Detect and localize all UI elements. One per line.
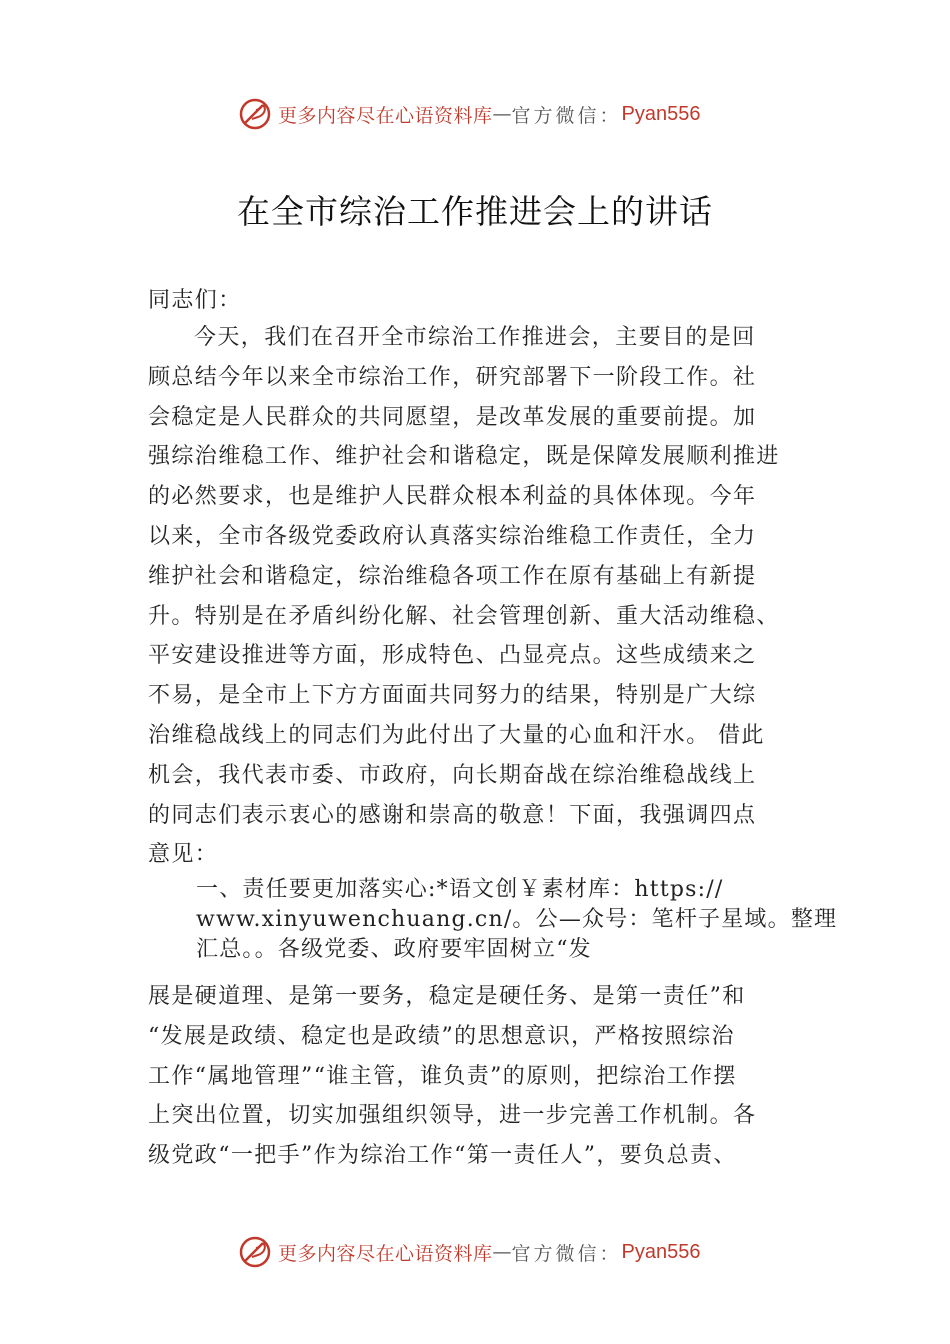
watermark-banner-bottom xyxy=(238,1234,738,1270)
paragraph-line: 的同志们表示衷心的感谢和崇高的敬意！下面，我强调四点 xyxy=(148,802,757,828)
item-1-heading xyxy=(196,875,856,965)
paragraph-line: 机会，我代表市委、市政府，向长期奋战在综治维稳战线上 xyxy=(148,762,757,788)
paragraph-line: “发展是政绩、稳定也是政绩”的思想意识，严格按照综治 xyxy=(148,1023,735,1049)
watermark-id: Pyan556 xyxy=(621,1240,701,1263)
paragraph-line: 的必然要求，也是维护人民群众根本利益的具体体现。今年 xyxy=(148,484,757,510)
paragraph-line: 意见： xyxy=(148,842,219,868)
paragraph-line: 会稳定是人民群众的共同愿望，是改革发展的重要前提。加 xyxy=(148,404,757,430)
paragraph-line: 工作“属地管理”“谁主管，谁负责”的原则，把综治工作摆 xyxy=(148,1063,737,1089)
salutation xyxy=(148,281,828,321)
watermark-text: 更多内容尽在心语资料库 xyxy=(278,1242,493,1265)
paragraph-line: 升。特别是在矛盾纠纷化解、社会管理创新、重大活动维稳、 xyxy=(148,603,780,629)
salutation-line: 同志们： xyxy=(148,288,242,313)
quill-logo-icon xyxy=(238,97,272,131)
paragraph-line: 维护社会和谐稳定，综治维稳各项工作在原有基础上有新提 xyxy=(148,563,757,589)
paragraph-line: 平安建设推进等方面，形成特色、凸显亮点。这些成绩来之 xyxy=(148,643,757,669)
watermark-separator: — xyxy=(492,1241,512,1263)
item-line: www.xinyuwenchuang.cn/。公—众号：笔杆子星域。整理 xyxy=(196,907,838,932)
paragraph-line: 展是硬道理、是第一要务，稳定是硬任务、是第一责任”和 xyxy=(148,984,746,1009)
paragraph-line: 上突出位置，切实加强组织领导，进一步完善工作机制。各 xyxy=(148,1103,757,1129)
paragraph-line: 顾总结今年以来全市综治工作，研究部署下一阶段工作。社 xyxy=(148,364,757,390)
paragraph-line: 今天，我们在召开全市综治工作推进会，主要目的是回 xyxy=(194,325,756,350)
paragraph-line: 级党政“一把手”作为综治工作“第一责任人”，要负总责、 xyxy=(148,1143,737,1169)
watermark-label: 官方微信： xyxy=(511,104,622,127)
paragraph-1 xyxy=(148,318,828,875)
item-line: 汇总。。各级党委、政府要牢固树立“发 xyxy=(196,937,592,962)
paragraph-line: 不易，是全市上下方方面面共同努力的结果，特别是广大综 xyxy=(148,683,757,709)
paragraph-line: 强综治维稳工作、维护社会和谐稳定，既是保障发展顺利推进 xyxy=(148,444,780,470)
watermark-text: 更多内容尽在心语资料库 xyxy=(278,104,493,127)
quill-logo-icon xyxy=(238,1235,272,1269)
document-title: 在全市综治工作推进会上的讲话 xyxy=(237,192,713,231)
watermark-label: 官方微信： xyxy=(511,1242,622,1265)
item-line: 一、责任要更加落实心:*语文创￥素材库：https:// xyxy=(196,877,724,902)
paragraph-2 xyxy=(148,977,828,1176)
paragraph-line: 以来，全市各级党委政府认真落实综治维稳工作责任，全力 xyxy=(148,523,757,549)
watermark-id: Pyan556 xyxy=(621,102,701,125)
watermark-banner-top xyxy=(238,96,738,132)
paragraph-line: 治维稳战线上的同志们为此付出了大量的心血和汗水。 借此 xyxy=(148,722,765,748)
watermark-separator: — xyxy=(492,103,512,125)
